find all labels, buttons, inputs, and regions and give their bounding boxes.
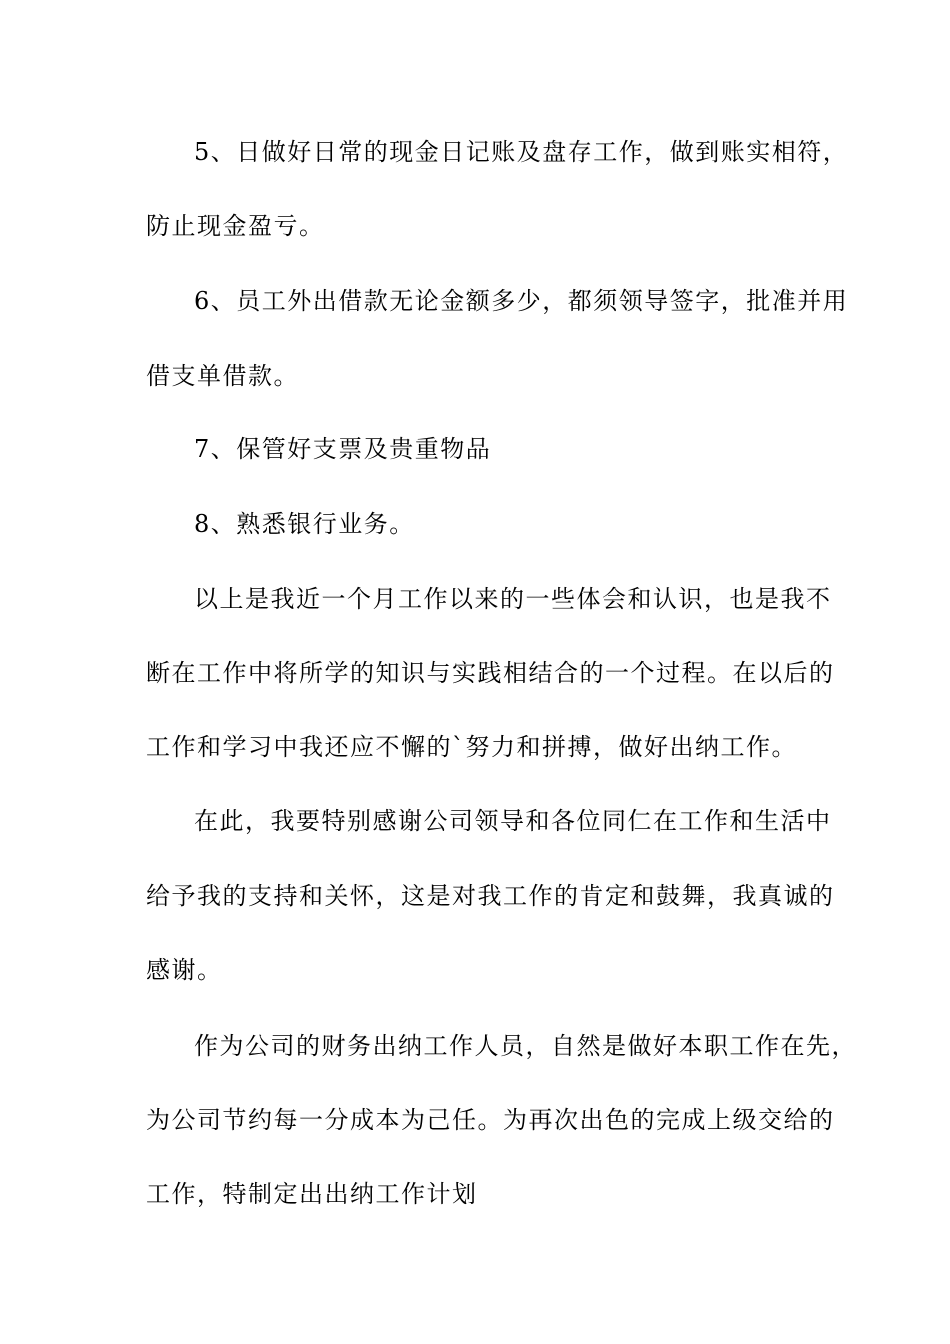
item-6-line-1: 6、员工外出借款无论金额多少，都须领导签字，批准并用 <box>194 287 849 315</box>
plan-para-line-3: 工作，特制定出出纳工作计划 <box>146 1180 478 1208</box>
summary-para-line-2: 断在工作中将所学的知识与实践相结合的一个过程。在以后的 <box>146 659 835 687</box>
plan-para-line-1: 作为公司的财务出纳工作人员，自然是做好本职工作在先， <box>194 1032 857 1060</box>
plan-para-line-2: 为公司节约每一分成本为己任。为再次出色的完成上级交给的 <box>146 1106 835 1134</box>
thanks-para-line-2: 给予我的支持和关怀，这是对我工作的肯定和鼓舞，我真诚的 <box>146 882 835 910</box>
item-5-line-1: 5、日做好日常的现金日记账及盘存工作，做到账实相符， <box>194 138 849 166</box>
item-8-line: 8、熟悉银行业务。 <box>194 510 415 538</box>
thanks-para-line-3: 感谢。 <box>146 956 223 984</box>
item-6-line-2: 借支单借款。 <box>146 362 299 390</box>
summary-para-line-1: 以上是我近一个月工作以来的一些体会和认识，也是我不 <box>194 585 832 613</box>
summary-para-line-3: 工作和学习中我还应不懈的`努力和拼搏，做好出纳工作。 <box>146 733 797 761</box>
item-7-line: 7、保管好支票及贵重物品 <box>194 435 492 463</box>
item-5-line-2: 防止现金盈亏。 <box>146 212 325 240</box>
thanks-para-line-1: 在此，我要特别感谢公司领导和各位同仁在工作和生活中 <box>194 807 832 835</box>
